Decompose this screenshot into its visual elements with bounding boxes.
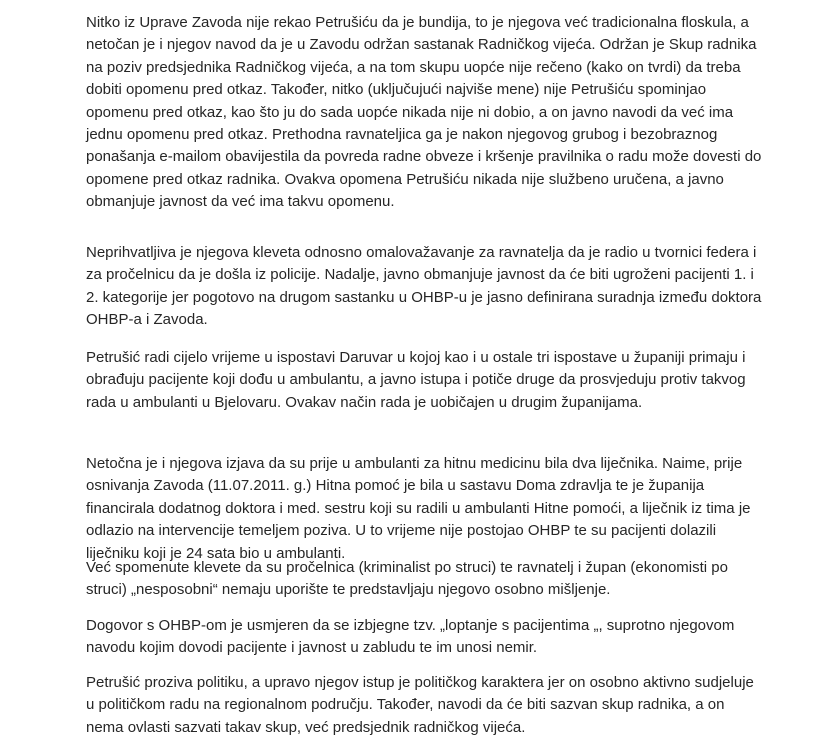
paragraph-1: Nitko iz Uprave Zavoda nije rekao Petrušiću da je bundija, to je njegova već tradicionalna floskula, a netočan je i njegov navod da je u Zavodu održan sastanak Radničkog vijeća. Održan je Skup radnika na poziv predsjednika Radničkog vijeća, a na tom skupu uopće nije rečeno (kako on tvrdi) da treba dobiti opomenu pred otkaz. Također, nitko (uključujući najviše mene) nije Petrušiću spominjao opomenu pred otkaz, kao što ju do sada uopće nikada nije ni dobio, a on javno navodi da već ima jednu opomenu pred otkaz. Prethodna ravnateljica ga je nakon njegovog grubog i bezobraznog ponašanja e-mailom obavijestila da povreda radne obveze i kršenje pravilnika o radu može dovesti do opomene pred otkaz radnika. Ovakva opomena Petrušiću nikada nije službeno uručena, a javno obmanjuje javnost da već ima takvu opomenu. (86, 14, 762, 211)
paragraph-3: Petrušić radi cijelo vrijeme u ispostavi Daruvar u kojoj kao i u ostale tri ispostave u županiji primaju i obrađuju pacijente koji dođu u ambulantu, a javno istupa i potiče druge da prosvjeduju protiv takvog rada u ambulanti u Bjelovaru. Ovakav način rada je uobičajen u drugim županijama. (86, 349, 746, 411)
paragraph-6: Dogovor s OHBP-om je usmjeren da se izbjegne tzv. „loptanje s pacijentima „, suprotno njegovom navodu kojim dovodi pacijente i javnost u zabludu te im unosi nemir. (86, 617, 735, 657)
paragraph-5: Već spomenute klevete da su pročelnica (kriminalist po struci) te ravnatelj i župan (ekonomisti po struci) „nesposobni“ nemaju uporište te predstavljaju njegovo osobno mišljenje. (86, 559, 728, 599)
paragraph-7: Petrušić proziva politiku, a upravo njegov istup je političkog karaktera jer on osobno aktivno sudjeluje u političkom radu na regionalnom području. Također, navodi da će biti sazvan skup radnika, a on nema ovlasti sazvati takav skup, već predsjednik radničkog vijeća. (86, 674, 754, 736)
paragraph-4: Netočna je i njegova izjava da su prije u ambulanti za hitnu medicinu bila dva liječnika. Naime, prije osnivanja Zavoda (11.07.2011. g.) Hitna pomoć je bila u sastavu Doma zdravlja te je županija financirala dodatnog doktora i med. sestru koji su radili u ambulanti Hitne pomoći, a liječnik iz tima je odlazio na intervencije temeljem poziva. U to vrijeme nije postojao OHBP te su pacijenti dolazili liječniku koji je 24 sata bio u ambulanti. (86, 455, 751, 562)
paragraph-2: Neprihvatljiva je njegova kleveta odnosno omalovažavanje za ravnatelja da je radio u tvornici federa i za pročelnicu da je došla iz policije. Nadalje, javno obmanjuje javnost da će biti ugroženi pacijenti 1. i 2. kategorije jer pogotovo na drugom sastanku u OHBP-u je jasno definirana suradnja između doktora OHBP-a i Zavoda. (86, 244, 762, 329)
